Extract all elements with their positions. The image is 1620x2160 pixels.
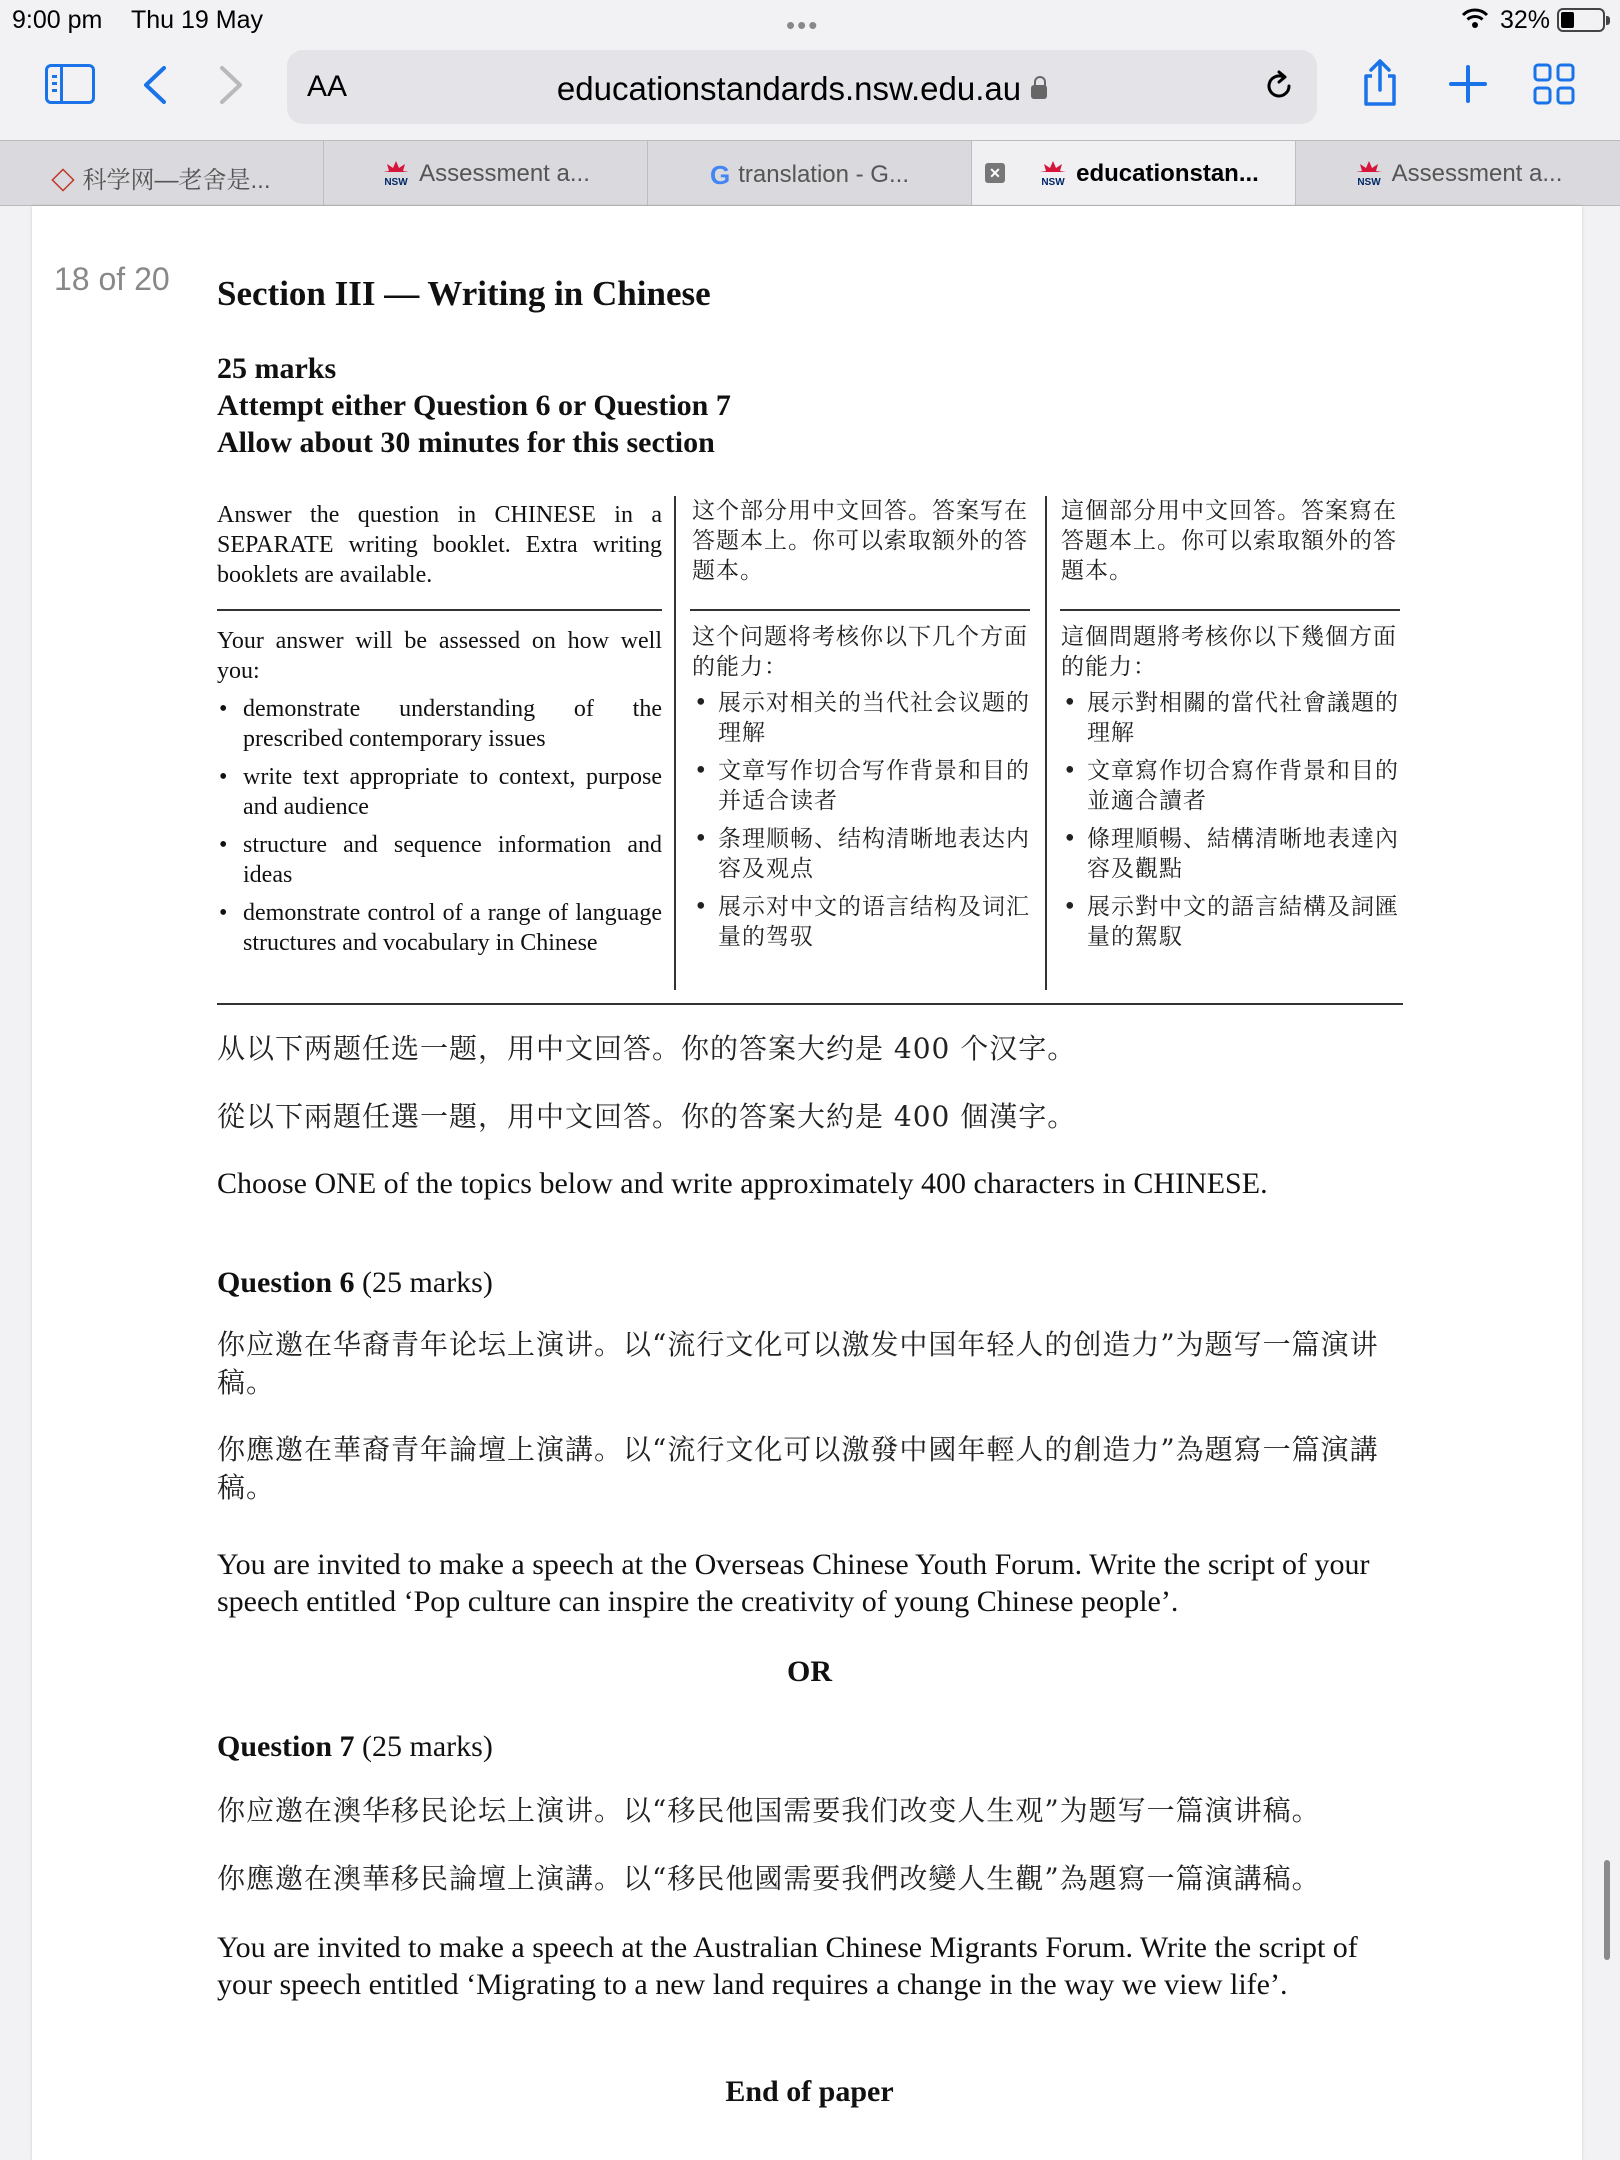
status-time: 9:00 pm (12, 6, 103, 34)
row-divider (217, 609, 662, 611)
list-item: • demonstrate understanding of the prescribed contemporary issues (217, 694, 662, 754)
page-counter: 18 of 20 (54, 261, 170, 297)
question-label: Question 7 (217, 1730, 355, 1763)
column-divider (1045, 496, 1047, 990)
list-item: • 条理顺畅、结构清晰地表达内容及观点 (692, 824, 1032, 884)
end-of-paper: End of paper (725, 2075, 894, 2108)
criteria-zh-traditional (1061, 622, 1401, 960)
nsw-logo-icon (381, 159, 411, 187)
list-item: • 展示对中文的语言结构及词汇量的驾驭 (692, 892, 1032, 952)
instructions-en: Answer the question in CHINESE in a SEPARATE writing booklet. Extra writing booklets are available. (217, 502, 662, 588)
question-marks: (25 marks) (354, 1730, 493, 1763)
question-marks: (25 marks) (354, 1266, 493, 1299)
sidebar-toggle-icon[interactable] (45, 64, 95, 104)
tab-5[interactable] (1296, 141, 1620, 205)
tab-title: Assessment a... (1391, 160, 1563, 187)
question-7-zh-traditional: 你應邀在澳華移民論壇上演講。以“移民他國需要我們改變人生觀”為題寫一篇演講稿。 (217, 1862, 1321, 1895)
tab-title: 科学网—老舍是... (82, 167, 271, 194)
diamond-logo-icon (52, 168, 75, 191)
list-item: • structure and sequence information and ideas (217, 830, 662, 890)
scrollbar[interactable] (1604, 1860, 1610, 1960)
text-size-button[interactable]: AA (307, 70, 348, 103)
column-divider (674, 496, 676, 990)
tab-4-active[interactable] (972, 141, 1296, 205)
tab-title: translation - G... (738, 160, 909, 188)
svg-text:NSW: NSW (1041, 176, 1065, 187)
list-item: • 文章写作切合写作背景和目的并适合读者 (692, 756, 1032, 816)
tab-title: Assessment a... (419, 160, 590, 187)
question-6-en: You are invited to make a speech at the Overseas Chinese Youth Forum. Write the script of your speech entitled ‘Pop culture can inspire the creativity of young Chinese people’. (217, 1548, 1370, 1618)
section-title: Section III — Writing in Chinese (217, 274, 711, 313)
list-item: • 展示對相關的當代社會議題的理解 (1061, 688, 1401, 748)
tab-overview-icon[interactable] (1532, 62, 1576, 106)
marks-heading: 25 marks (217, 352, 337, 385)
question-6-heading (217, 1264, 1402, 1301)
nsw-logo-icon (1038, 159, 1068, 187)
instructions-zh-simplified: 这个部分用中文回答。答案写在答题本上。你可以索取额外的答题本。 (692, 498, 1028, 584)
list-item: • 條理順暢、結構清晰地表達內容及觀點 (1061, 824, 1401, 884)
instructions-zh-traditional: 這個部分用中文回答。答案寫在答題本上。你可以索取額外的答題本。 (1061, 498, 1397, 584)
address-bar[interactable] (287, 50, 1317, 124)
status-date: Thu 19 May (131, 6, 264, 34)
question-7-zh-simplified: 你应邀在澳华移民论坛上演讲。以“移民他国需要我们改变人生观”为题写一篇演讲稿。 (217, 1794, 1321, 1827)
list-item: • write text appropriate to context, purpose and audience (217, 762, 662, 822)
question-6-zh-traditional: 你應邀在華裔青年論壇上演講。以“流行文化可以激發中國年輕人的創造力”為題寫一篇演講稿。 (217, 1433, 1379, 1504)
share-icon[interactable] (1358, 58, 1402, 108)
row-divider (1060, 609, 1400, 611)
svg-text:NSW: NSW (384, 176, 408, 187)
criteria-en (217, 626, 662, 966)
list-item: • 展示对相关的当代社会议题的理解 (692, 688, 1032, 748)
browser-toolbar (0, 40, 1620, 140)
question-label: Question 6 (217, 1266, 355, 1299)
table-bottom-rule (217, 1003, 1403, 1005)
criteria-list (692, 688, 1032, 952)
status-bar (0, 0, 1620, 40)
list-item: • demonstrate control of a range of language structures and vocabulary in Chinese (217, 898, 662, 958)
choose-en: Choose ONE of the topics below and write approximately 400 characters in CHINESE. (217, 1167, 1268, 1200)
close-tab-icon[interactable]: ✕ (985, 163, 1005, 183)
tab-title: educationstan... (1076, 160, 1259, 187)
url-display[interactable] (287, 70, 1317, 108)
criteria-intro: 這個問題將考核你以下幾個方面的能力： (1061, 624, 1397, 680)
tab-bar (0, 140, 1620, 206)
nsw-logo-icon (1354, 159, 1384, 187)
criteria-list (217, 694, 662, 958)
tab-3[interactable] (648, 141, 972, 205)
back-icon[interactable] (140, 64, 170, 106)
criteria-intro: Your answer will be assessed on how well you: (217, 628, 662, 684)
choose-zh-traditional: 從以下兩題任選一題，用中文回答。你的答案大約是 400 個漢字。 (217, 1100, 1077, 1133)
new-tab-icon[interactable] (1448, 64, 1488, 104)
lock-icon (1031, 85, 1047, 99)
attempt-heading: Attempt either Question 6 or Question 7 (217, 389, 731, 422)
reload-icon[interactable] (1261, 68, 1297, 104)
question-6-zh-simplified: 你应邀在华裔青年论坛上演讲。以“流行文化可以激发中国年轻人的创造力”为题写一篇演讲稿。 (217, 1328, 1379, 1399)
row-divider (690, 609, 1030, 611)
google-icon: G (710, 160, 731, 190)
battery-percent: 32% (1500, 6, 1551, 34)
list-item: • 文章寫作切合寫作背景和目的並適合讀者 (1061, 756, 1401, 816)
question-7-heading (217, 1728, 1402, 1765)
battery-icon (1557, 8, 1605, 32)
time-heading: Allow about 30 minutes for this section (217, 426, 715, 459)
criteria-intro: 这个问题将考核你以下几个方面的能力： (692, 624, 1028, 680)
wifi-icon (1461, 4, 1489, 32)
url-text: educationstandards.nsw.edu.au (556, 70, 1022, 107)
forward-icon[interactable] (216, 64, 246, 106)
svg-text:NSW: NSW (1356, 176, 1381, 187)
criteria-zh-simplified (692, 622, 1032, 960)
criteria-list (1061, 688, 1401, 952)
or-separator: OR (787, 1655, 832, 1688)
tab-2[interactable] (324, 141, 648, 205)
question-7-en: You are invited to make a speech at the Australian Chinese Migrants Forum. Write the script of your speech entitled ‘Migrating to a new land requires a change in the way we view life’. (217, 1931, 1358, 2001)
tab-1[interactable] (0, 141, 324, 205)
multitasking-dots-icon[interactable]: ••• (786, 10, 820, 40)
list-item: • 展示對中文的語言結構及詞匯量的駕馭 (1061, 892, 1401, 952)
choose-zh-simplified: 从以下两题任选一题，用中文回答。你的答案大约是 400 个汉字。 (217, 1032, 1077, 1065)
